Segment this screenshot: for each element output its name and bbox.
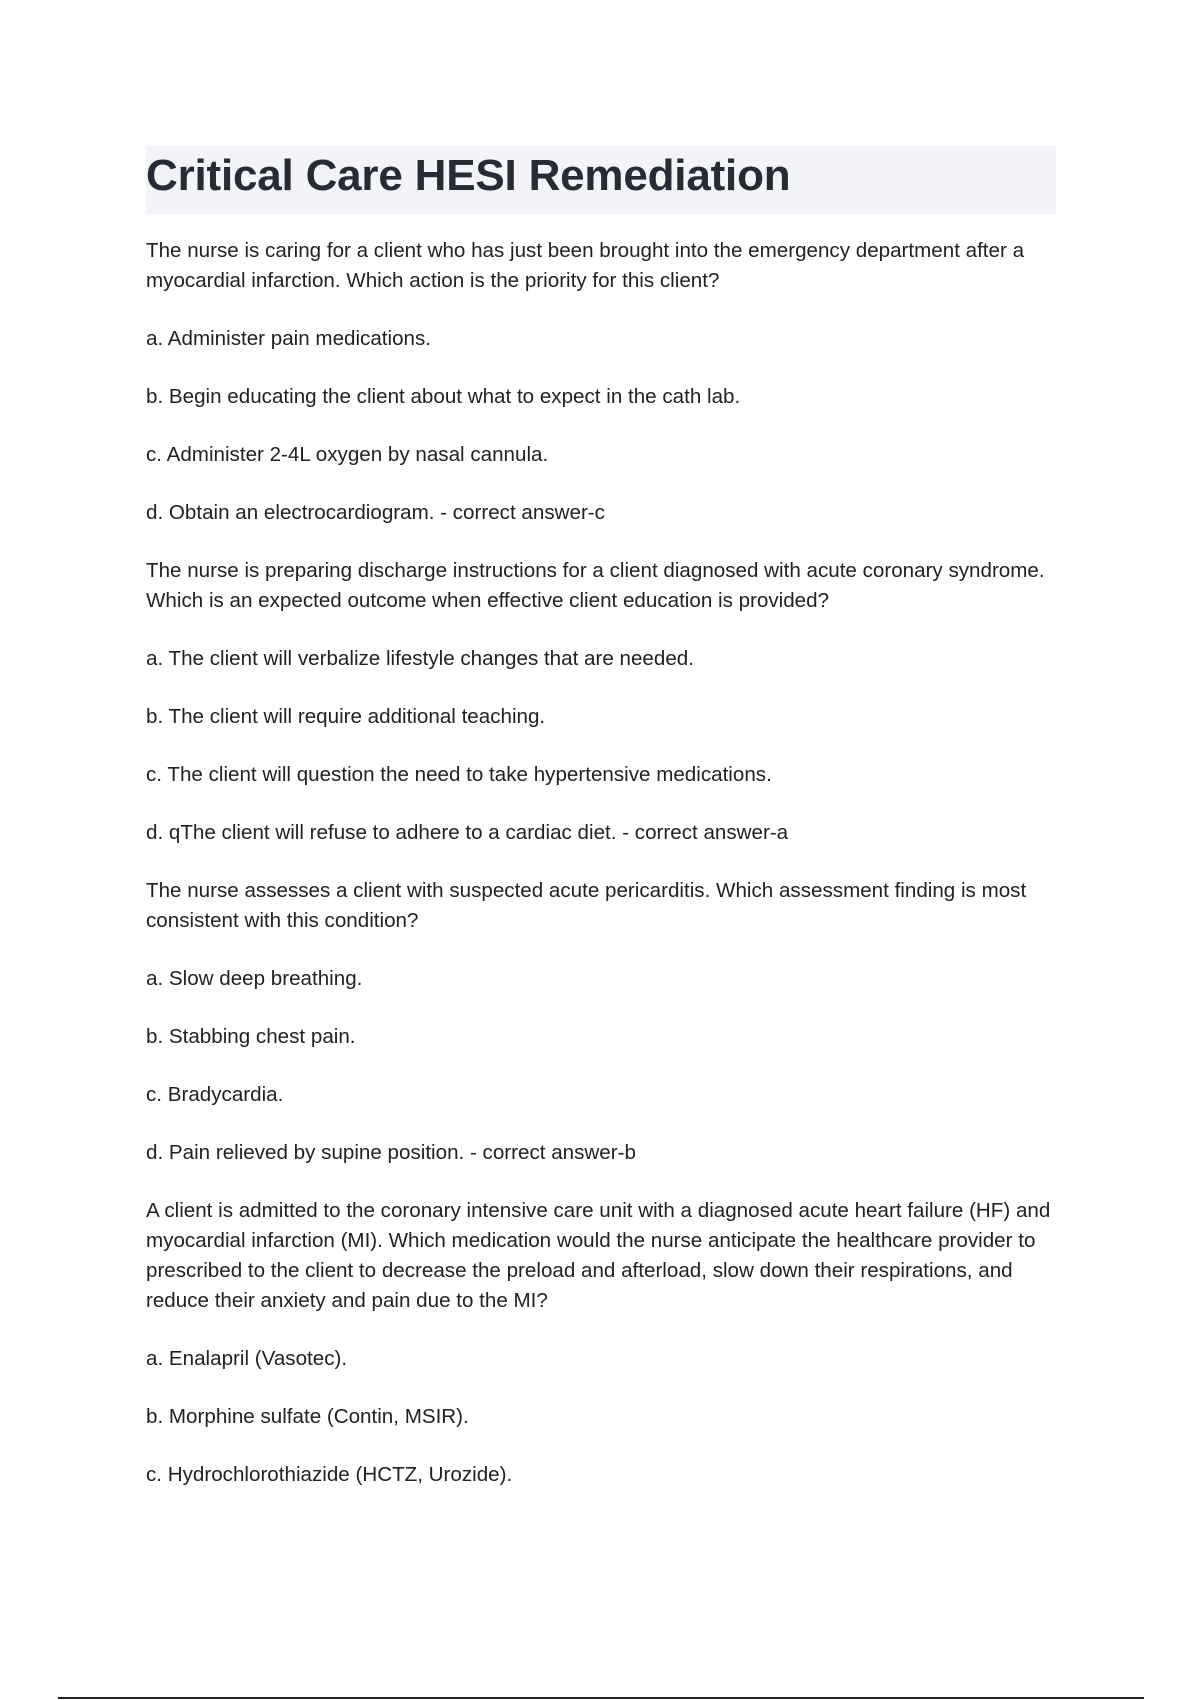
answer-option: d. Pain relieved by supine position. - correct answer-b	[146, 1141, 636, 1164]
answer-option: a. Slow deep breathing.	[146, 967, 363, 990]
answer-option: b. Begin educating the client about what to expect in the cath lab.	[146, 385, 741, 408]
answer-option: c. Hydrochlorothiazide (HCTZ, Urozide).	[146, 1463, 513, 1486]
answer-option: c. The client will question the need to take hypertensive medications.	[146, 763, 772, 786]
document-page	[146, 146, 1056, 1518]
question-text: The nurse is preparing discharge instructions for a client diagnosed with acute coronary syndrome. Which is an expected outcome when effective client education is provided?	[146, 559, 1045, 612]
question-text: The nurse is caring for a client who has just been brought into the emergency department after a myocardial infarction. Which action is the priority for this client?	[146, 239, 1025, 292]
answer-option: c. Administer 2-4L oxygen by nasal cannula.	[146, 443, 549, 466]
answer-option: b. The client will require additional teaching.	[146, 705, 546, 728]
answer-option: a. The client will verbalize lifestyle changes that are needed.	[146, 647, 694, 670]
answer-option: a. Enalapril (Vasotec).	[146, 1347, 348, 1370]
question-2	[146, 556, 1056, 848]
answer-option: b. Morphine sulfate (Contin, MSIR).	[146, 1405, 469, 1428]
answer-option: b. Stabbing chest pain.	[146, 1025, 356, 1048]
title-block	[146, 146, 1056, 214]
question-1	[146, 236, 1056, 528]
question-3	[146, 876, 1056, 1168]
question-text: A client is admitted to the coronary intensive care unit with a diagnosed acute heart failure (HF) and myocardial infarction (MI). Which medication would the nurse anticipate the healthcare provider to prescribed to the client to decrease the preload and afterload, slow down their respirations, and reduce their anxiety and pain due to the MI?	[146, 1199, 1051, 1312]
page-bottom-divider	[58, 1697, 1144, 1699]
answer-option: d. Obtain an electrocardiogram. - correct answer-c	[146, 501, 605, 524]
answer-option: d. qThe client will refuse to adhere to a cardiac diet. - correct answer-a	[146, 821, 789, 844]
document-title: Critical Care HESI Remediation	[146, 151, 791, 200]
answer-option: c. Bradycardia.	[146, 1083, 284, 1106]
question-text: The nurse assesses a client with suspected acute pericarditis. Which assessment finding is most consistent with this condition?	[146, 879, 1027, 932]
answer-option: a. Administer pain medications.	[146, 327, 432, 350]
question-4	[146, 1196, 1056, 1490]
